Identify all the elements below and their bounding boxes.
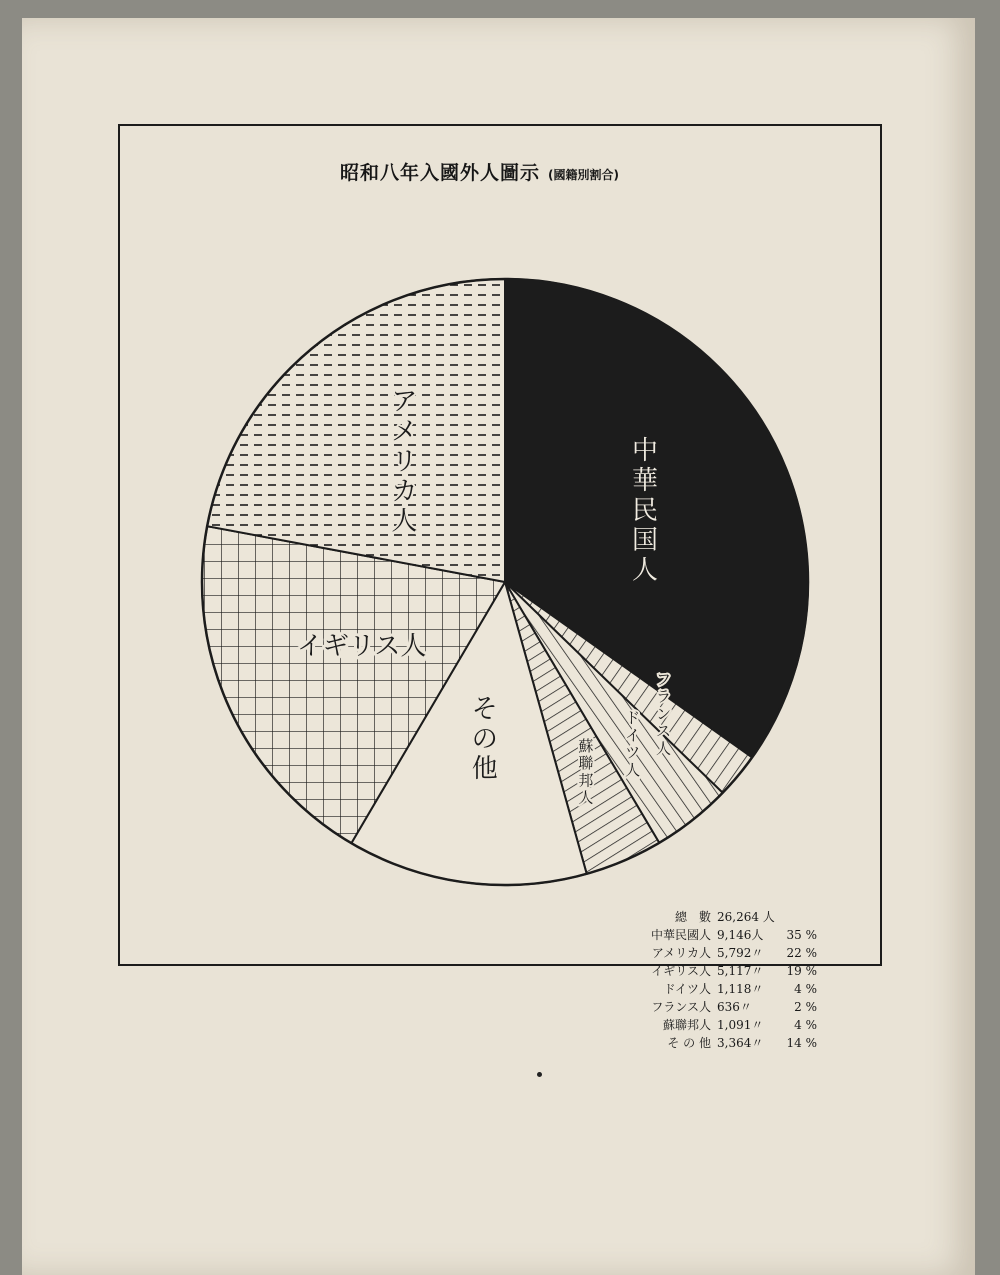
legend-count: 5,792〃 xyxy=(717,946,764,960)
legend-row xyxy=(640,998,820,1016)
legend-row xyxy=(640,926,820,944)
legend-count: 5,117〃 xyxy=(717,964,764,978)
slice-label: その他 xyxy=(471,694,498,785)
legend-percent: 22 % xyxy=(786,946,817,960)
slice-label: 蘇聯邦人 xyxy=(578,736,594,807)
legend-name: 中華民國人 xyxy=(650,928,711,942)
legend-count: 1,118〃 xyxy=(717,982,764,996)
chart-subtitle: (國籍別割合) xyxy=(548,168,619,182)
legend-total-row xyxy=(640,908,820,926)
legend-percent: 14 % xyxy=(786,1036,817,1050)
legend-total-value: 26,264 人 xyxy=(717,910,775,924)
legend-name: そ の 他 xyxy=(667,1036,711,1050)
chart-title: 昭和八年入國外人圖示 xyxy=(340,162,541,184)
legend-count: 3,364〃 xyxy=(717,1036,764,1050)
legend-percent: 4 % xyxy=(794,1018,817,1032)
slice-label: 中華民国人 xyxy=(631,436,659,586)
legend-name: 蘇聯邦人 xyxy=(662,1018,711,1032)
legend-name: ドイツ人 xyxy=(663,982,711,996)
slice-label: ドイツ人 xyxy=(625,709,641,779)
legend-name: アメリカ人 xyxy=(651,946,711,960)
legend-row xyxy=(640,962,820,980)
ink-dot xyxy=(537,1072,542,1077)
legend-row xyxy=(640,944,820,962)
legend-row xyxy=(640,1034,820,1052)
legend-count: 9,146人 xyxy=(717,928,764,942)
legend-percent: 35 % xyxy=(786,928,817,942)
legend-percent: 4 % xyxy=(794,982,817,996)
legend-name: フランス人 xyxy=(651,1000,711,1014)
legend-percent: 19 % xyxy=(786,964,817,978)
legend-table xyxy=(640,908,820,1052)
legend-percent: 2 % xyxy=(794,1000,817,1014)
legend-row xyxy=(640,980,820,998)
legend-count: 636〃 xyxy=(717,1000,752,1014)
legend-name: イギリス人 xyxy=(651,964,711,978)
legend-row xyxy=(640,1016,820,1034)
slice-label: フランス人 xyxy=(655,670,672,758)
slice-label: イギリス人 xyxy=(296,631,427,662)
legend-total-label: 總 數 xyxy=(674,910,711,924)
legend-count: 1,091〃 xyxy=(717,1018,764,1032)
slice-label: アメリカ人 xyxy=(391,387,418,537)
